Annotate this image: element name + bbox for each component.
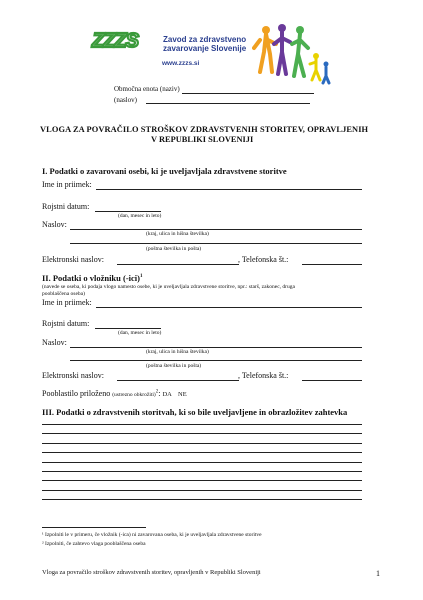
s2-name-label: Ime in priimek: xyxy=(42,298,92,307)
section3-line[interactable] xyxy=(42,471,362,472)
s2-name-field[interactable] xyxy=(96,307,362,308)
svg-text:ZZZS: ZZZS xyxy=(92,30,138,52)
s1-name-label: Ime in priimek: xyxy=(42,180,92,189)
s1-birth-field[interactable] xyxy=(95,211,161,212)
s1-email-label: Elektronski naslov: xyxy=(42,255,104,264)
s2-address-hint1: (kraj, ulica in hišna številka) xyxy=(146,349,209,355)
s2-address-field2[interactable] xyxy=(70,360,362,361)
s1-birth-hint: (dan, mesec in leto) xyxy=(118,213,162,219)
section3-line[interactable] xyxy=(42,443,362,444)
section3-line[interactable] xyxy=(42,433,362,434)
section2-heading xyxy=(42,273,143,283)
footer-text: Vloga za povračilo stroškov zdravstvenih storitev, opravljenih v Republiki Sloveniji xyxy=(42,569,261,576)
section2-footnote-ref: 1 xyxy=(140,274,143,280)
s1-birth-label: Rojstni datum: xyxy=(42,202,90,211)
proxy-row: Pooblastilo priloženo (ustrezno obkrožiti)$^2$: DA NE xyxy=(42,389,187,398)
section1-heading: I. Podatki o zavarovani osebi, ki je uveljavljala zdravstvene storitve xyxy=(42,166,287,176)
address-field[interactable] xyxy=(146,103,310,104)
section3-line[interactable] xyxy=(42,480,362,481)
section3-line[interactable] xyxy=(42,490,362,491)
section3-heading: III. Podatki o zdravstvenih storitvah, ki so bile uveljavljene in obrazložitev zahtevka xyxy=(42,407,348,417)
s1-address-label: Naslov: xyxy=(42,220,67,229)
s2-note-line1: (navede se oseba, ki podaja vlogo namesto osebe, ki je uveljavljala zdravstvene storitve, npr.: starš, zakonec, druga xyxy=(42,284,295,290)
proxy-options[interactable]: DA NE xyxy=(162,391,187,398)
form-title-line2: V REPUBLIKI SLOVENIJI xyxy=(151,135,254,144)
section3-line[interactable] xyxy=(42,452,362,453)
s2-phone-field[interactable] xyxy=(302,380,362,381)
org-name-line2: zavarovanje Slovenije xyxy=(163,44,247,53)
s2-birth-field[interactable] xyxy=(95,328,161,329)
zzzs-logo-icon xyxy=(90,28,168,52)
s2-address-hint2: (poštna številka in pošta) xyxy=(146,363,202,369)
section3-line[interactable] xyxy=(42,424,362,425)
footnote-2: ² Izpolniti, če zahtevo vlaga pooblaščena oseba xyxy=(42,541,146,547)
section3-line[interactable] xyxy=(42,499,362,500)
unit-field[interactable] xyxy=(182,93,314,94)
s2-birth-hint: (dan, mesec in leto) xyxy=(118,330,162,336)
s1-phone-label: , Telefonska št.: xyxy=(238,255,289,264)
proxy-hint: (ustrezno obkrožiti) xyxy=(112,392,156,398)
s2-address-label: Naslov: xyxy=(42,338,67,347)
section2-heading-text: II. Podatki o vložniku (-ici) xyxy=(42,273,140,283)
s2-address-field1[interactable] xyxy=(70,347,362,348)
page-number: 1 xyxy=(376,569,380,578)
s2-phone-label: , Telefonska št.: xyxy=(238,371,289,380)
s2-note-line2: pooblaščena oseba) xyxy=(42,291,85,297)
s1-phone-field[interactable] xyxy=(302,264,362,265)
s2-email-field[interactable] xyxy=(117,380,239,381)
s1-name-field[interactable] xyxy=(96,189,362,190)
s1-address-hint1: (kraj, ulica in hišna številka) xyxy=(146,231,209,237)
footnote-divider xyxy=(42,527,146,528)
s1-address-field1[interactable] xyxy=(70,229,362,230)
org-name-line1: Zavod za zdravstveno xyxy=(163,35,247,44)
section3-line[interactable] xyxy=(42,462,362,463)
website: www.zzzs.si xyxy=(162,60,200,67)
unit-label: Območna enota (naziv) xyxy=(114,85,180,93)
s1-email-field[interactable] xyxy=(117,264,239,265)
footnote-1: ¹ Izpolniti le v primeru, če vložnik (-ica) ni zavarovana oseba, ki je uveljavljala zdravstvene storitve xyxy=(42,532,262,538)
form-title-line1: VLOGA ZA POVRAČILO STROŠKOV ZDRAVSTVENIH STORITEV, OPRAVLJENIH xyxy=(40,125,369,134)
s1-address-field2[interactable] xyxy=(70,243,362,244)
s1-address-hint2: (poštna številka in pošta) xyxy=(146,246,202,252)
s2-birth-label: Rojstni datum: xyxy=(42,319,90,328)
people-figures-icon xyxy=(252,22,332,86)
proxy-footnote-ref: 2 xyxy=(155,389,159,395)
proxy-label: Pooblastilo priloženo xyxy=(42,389,111,398)
s2-email-label: Elektronski naslov: xyxy=(42,371,104,380)
address-label: (naslov) xyxy=(114,96,137,104)
